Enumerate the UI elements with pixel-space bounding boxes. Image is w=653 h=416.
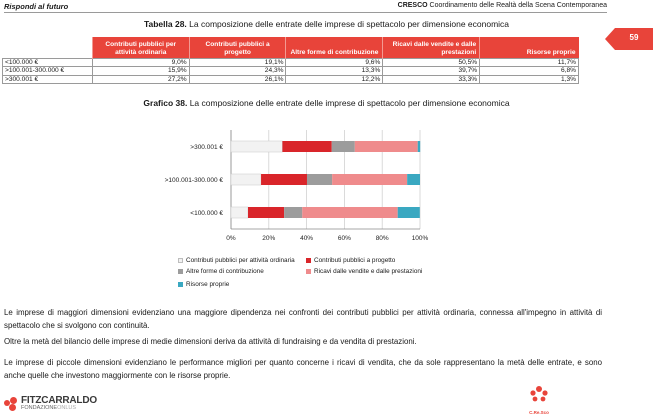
x-tick-label: 60% (337, 235, 351, 242)
header-rule (4, 12, 607, 13)
fitzcarraldo-mark-icon (4, 397, 18, 411)
y-category-label: <100.000 € (190, 210, 223, 217)
column-header: Contributi pubblici a progetto (189, 37, 286, 58)
column-header: Risorse proprie (480, 37, 579, 58)
legend-swatch (178, 282, 183, 287)
table-cell: 15,9% (92, 67, 189, 76)
table-row (3, 67, 579, 76)
table-row (3, 75, 579, 84)
table-row (3, 58, 579, 67)
page-number-tab (615, 28, 653, 50)
legend-label: Contributi pubblici per attività ordinaria (186, 257, 295, 264)
bar-segment (332, 141, 355, 152)
x-tick-label: 100% (411, 235, 429, 242)
table-cell: 33,3% (383, 75, 480, 84)
bar-segment (407, 174, 420, 185)
legend-item (306, 268, 422, 275)
header-right-rest: Coordinamento delle Realtà della Scena Contemporanea (427, 2, 607, 9)
body-paragraph: Le imprese di piccole dimensioni evidenziano le performance migliori per quanto concerne i ricavi di vendita, che da sole rappresentano la metà delle entrate, e sono anche quelle che investono maggiormente con le risorse proprie. (4, 358, 602, 380)
row-label: >300.001 € (3, 75, 93, 84)
bar-segment (332, 174, 407, 185)
bar-segment (231, 207, 248, 218)
table-cell: 50,5% (383, 58, 480, 67)
bar-segment (231, 141, 282, 152)
y-category-label: >100.001-300.000 € (164, 177, 223, 184)
bar-segment (284, 207, 302, 218)
x-tick-label: 40% (300, 235, 314, 242)
cresco-flower-icon (528, 385, 550, 405)
bar-segment (355, 141, 418, 152)
legend-label: Altre forme di contribuzione (186, 268, 264, 275)
bar-segment (248, 207, 284, 218)
fitzcarraldo-name: FITZCARRALDO (21, 395, 97, 406)
fitzcarraldo-logo (4, 396, 97, 411)
table-cell: 12,2% (286, 75, 383, 84)
cresco-name: C.Re.Sco (529, 410, 549, 415)
header-left-title: Rispondi al futuro (4, 2, 69, 11)
cresco-logo (524, 385, 554, 415)
legend-item (178, 268, 264, 275)
legend-item (178, 281, 229, 288)
fitzcarraldo-sub-onlus: ONLUS (57, 405, 77, 411)
table-cell: 19,1% (189, 58, 286, 67)
revenue-composition-table (2, 37, 579, 84)
body-paragraph: Le imprese di maggiori dimensioni evidenziano una maggiore dipendenza nei confronti dei contributi pubblici per attività ordinaria, connessa all'impegno in attività di spettacolo che si svolgono con continuità. (4, 308, 602, 330)
chart-title-label: Grafico 38. (143, 98, 188, 108)
legend-label: Risorse proprie (186, 281, 230, 288)
table-cell: 9,6% (286, 58, 383, 67)
table-cell: 24,3% (189, 67, 286, 76)
table-cell: 39,7% (383, 67, 480, 76)
bar-segment (282, 141, 331, 152)
bar-segment (398, 207, 420, 218)
table-cell: 26,1% (189, 75, 286, 84)
row-label: <100.000 € (3, 58, 93, 67)
column-header: Ricavi dalle vendite e dalle prestazioni (383, 37, 480, 58)
x-tick-label: 0% (226, 235, 236, 242)
column-header: Altre forme di contribuzione (286, 37, 383, 58)
body-paragraph: Oltre la metà del bilancio delle imprese di medie dimensioni deriva da attività di fundraising e da vendita di prestazioni. (4, 337, 417, 346)
legend-label: Ricavi dalle vendite e dalle prestazioni (314, 268, 423, 275)
table-title-text: La composizione delle entrate delle imprese di spettacolo per dimensione economica (186, 19, 510, 29)
bar-segment (302, 207, 397, 218)
table-title (0, 19, 653, 29)
chart-title-text: La composizione delle entrate delle imprese di spettacolo per dimensione economica (187, 98, 510, 108)
table-cell: 6,8% (480, 67, 579, 76)
legend-item (178, 257, 295, 264)
table-title-label: Tabella 28. (143, 19, 187, 29)
legend-swatch (178, 269, 183, 274)
header-right-title (398, 2, 607, 9)
table-header-row (3, 37, 579, 58)
table-cell: 27,2% (92, 75, 189, 84)
bar-segment (418, 141, 420, 152)
legend-label: Contributi pubblici a progetto (314, 257, 396, 264)
column-header: Contributi pubblici per attività ordinaria (92, 37, 189, 58)
legend-item (306, 257, 395, 264)
table-cell: 9,0% (92, 58, 189, 67)
table-cell: 11,7% (480, 58, 579, 67)
table-corner-cell (3, 37, 93, 58)
row-label: >100.001-300.000 € (3, 67, 93, 76)
bar-segment (307, 174, 332, 185)
y-category-label: >300.001 € (190, 144, 223, 151)
header-right-bold: CRESCO (397, 2, 428, 9)
x-tick-label: 20% (262, 235, 276, 242)
table-cell: 1,3% (480, 75, 579, 84)
bar-segment (261, 174, 307, 185)
legend-swatch (178, 258, 183, 263)
table-cell: 13,3% (286, 67, 383, 76)
chart-title (0, 98, 653, 108)
page-number: 59 (629, 33, 639, 42)
x-tick-label: 80% (375, 235, 389, 242)
bar-segment (231, 174, 261, 185)
fitzcarraldo-sub: FONDAZIONE (21, 405, 58, 411)
legend-swatch (306, 258, 311, 263)
legend-swatch (306, 269, 311, 274)
